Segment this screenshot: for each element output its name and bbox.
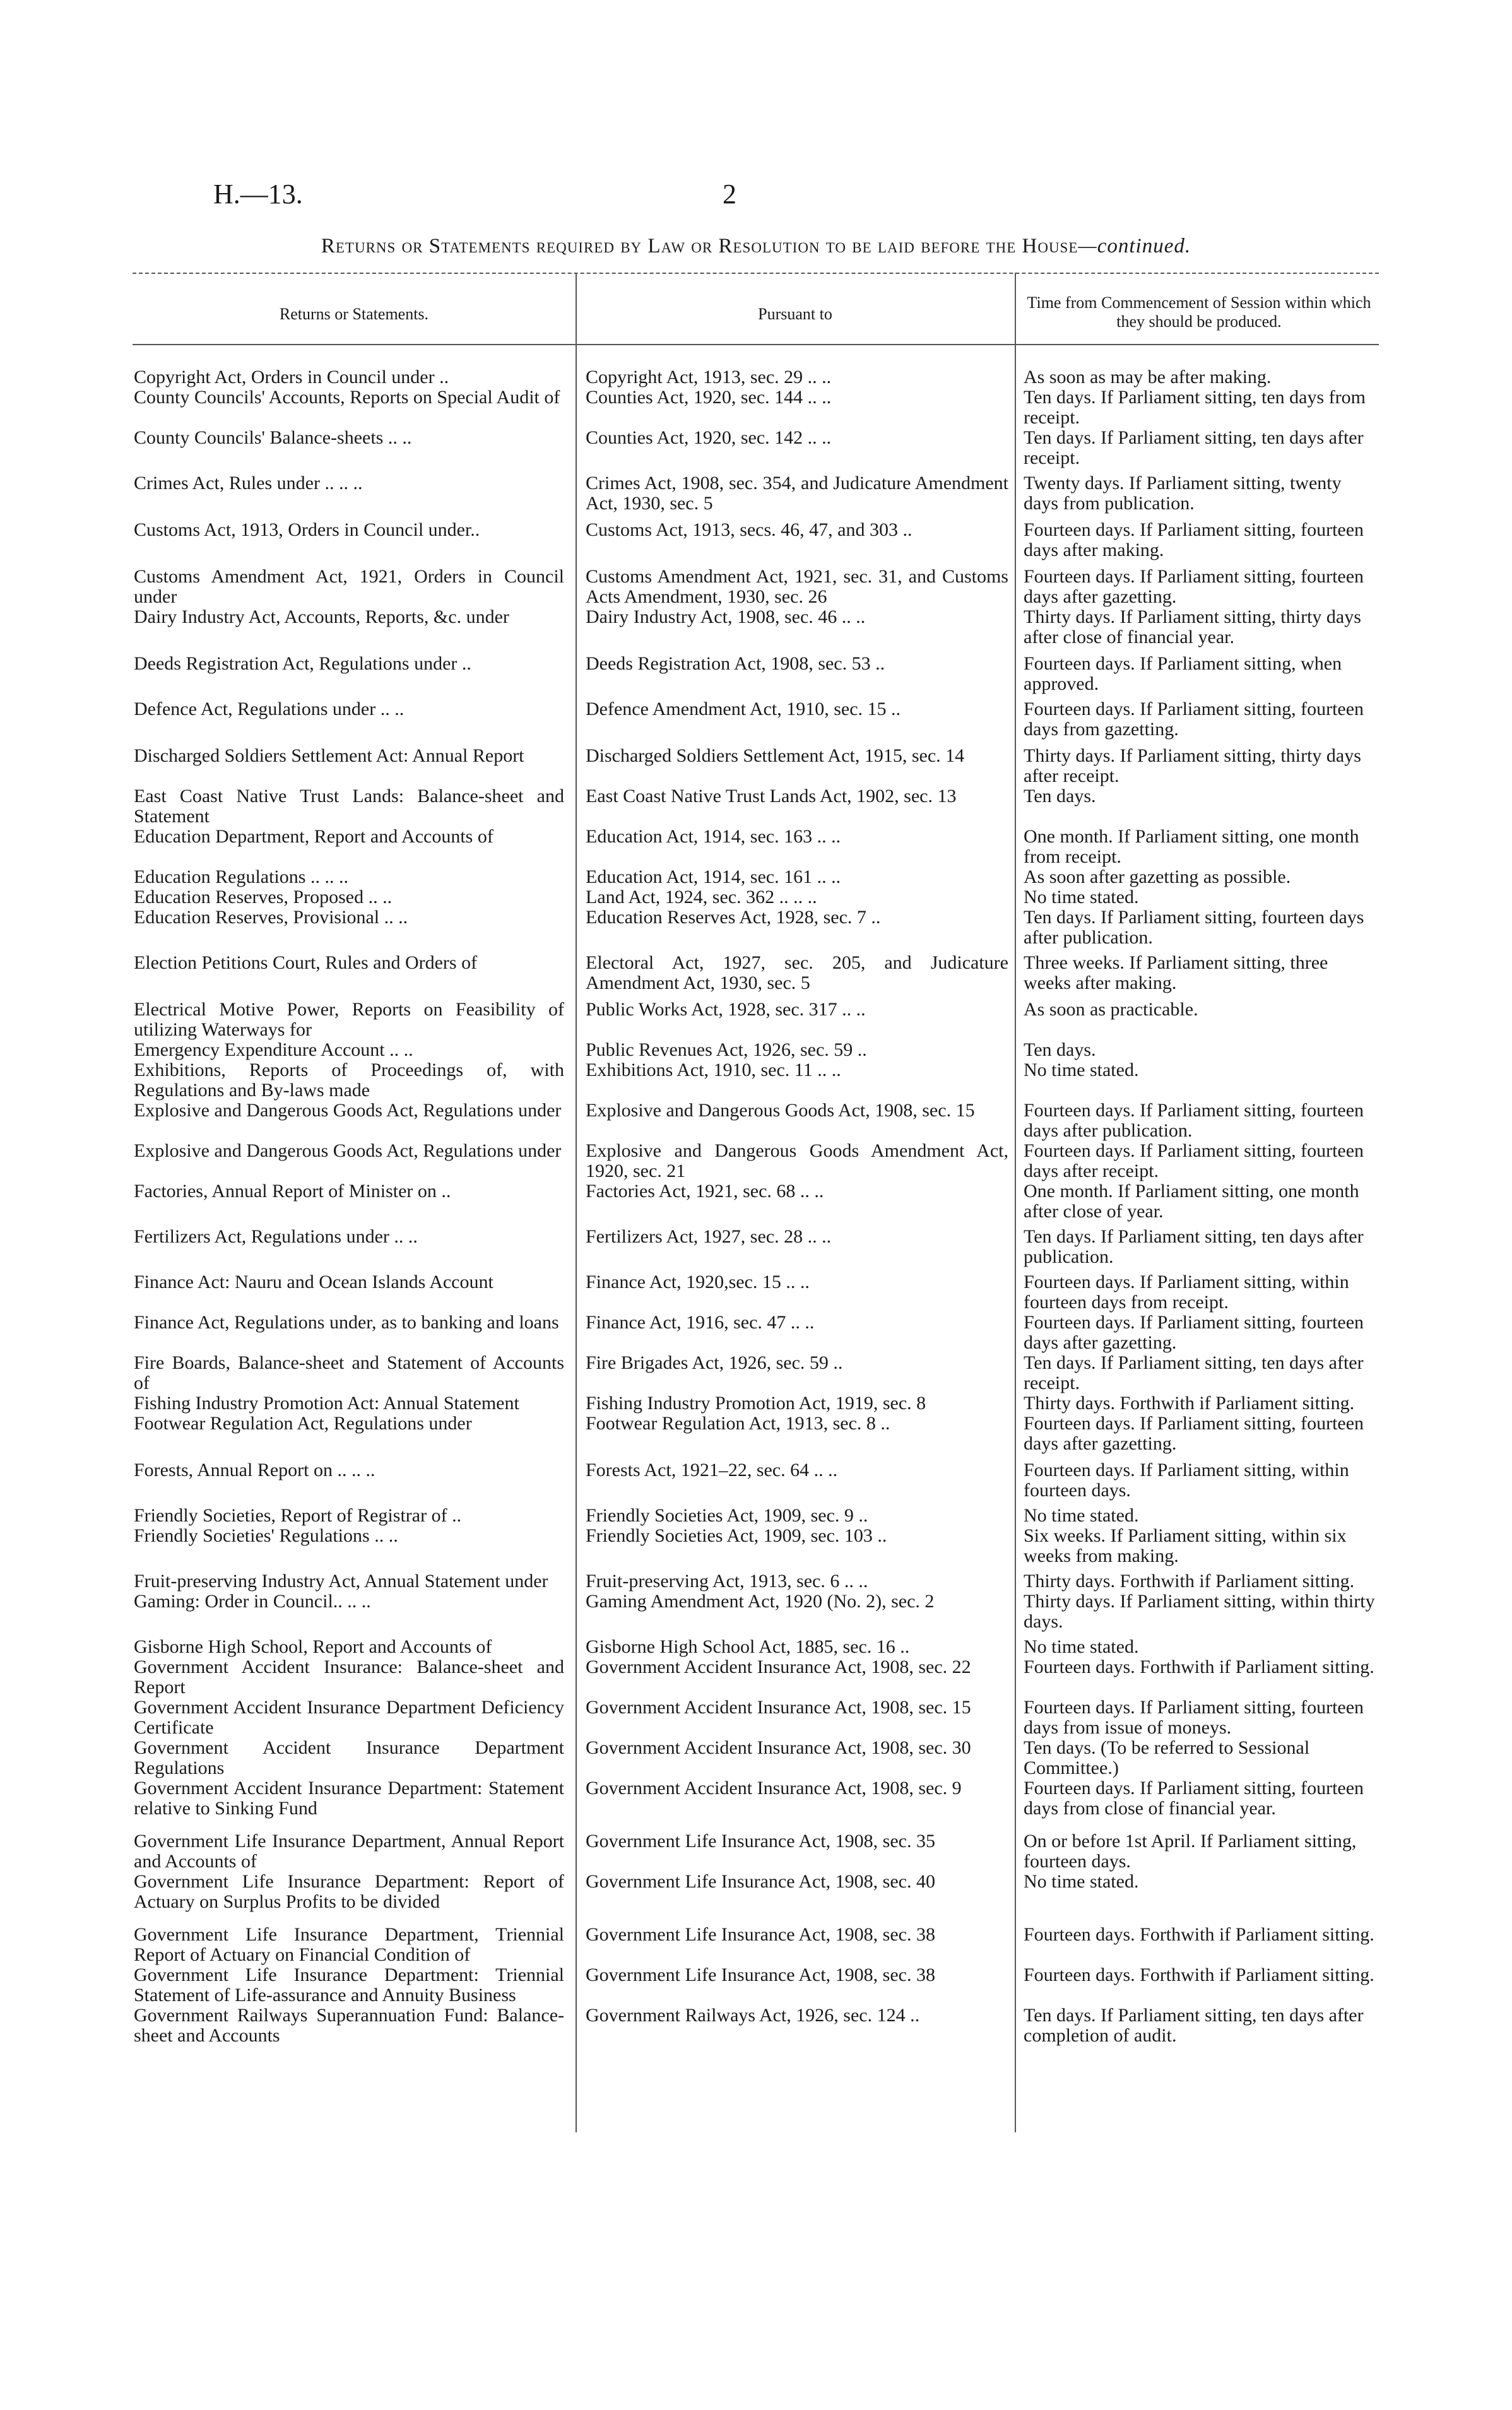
pursuant-cell: Government Accident Insurance Act, 1908, sec. 15: [586, 1697, 971, 1718]
time-cell: Fourteen days. If Parliament sitting, within fourteen days.: [1024, 1460, 1349, 1501]
pursuant-cell: Fire Brigades Act, 1926, sec. 59 ..: [586, 1352, 843, 1373]
returns-cell: Emergency Expenditure Account .. ..: [134, 1039, 413, 1060]
returns-cell: Defence Act, Regulations under .. ..: [134, 699, 405, 719]
time-cell: Ten days.: [1024, 786, 1096, 806]
returns-cell: Fire Boards, Balance-sheet and Statement of Accounts of: [134, 1352, 564, 1393]
returns-cell: Government Life Insurance Department, Triennial Report of Actuary on Financial Condition of: [134, 1924, 564, 1965]
pursuant-cell: Explosive and Dangerous Goods Act, 1908, sec. 15: [586, 1100, 975, 1121]
returns-cell: Exhibitions, Reports of Proceedings of, with Regulations and By-laws made: [134, 1060, 564, 1101]
pursuant-cell: Counties Act, 1920, sec. 142 .. ..: [586, 427, 832, 448]
time-cell: Three weeks. If Parliament sitting, three weeks after making.: [1024, 952, 1328, 993]
time-cell: Fourteen days. If Parliament sitting, fourteen days from close of financial year.: [1024, 1778, 1364, 1819]
table-row: [133, 827, 1379, 867]
table-row: [133, 2005, 1379, 2046]
returns-cell: Government Accident Insurance Department Deficiency Certificate: [134, 1697, 564, 1738]
returns-cell: County Councils' Balance-sheets .. ..: [134, 427, 412, 448]
table-row: [133, 1414, 1379, 1454]
pursuant-cell: Deeds Registration Act, 1908, sec. 53 ..: [586, 653, 885, 674]
table-row: [133, 1460, 1379, 1501]
table-row: [133, 1000, 1379, 1040]
table-row: [133, 1925, 1379, 1965]
time-cell: No time stated.: [1024, 1060, 1139, 1080]
title-continued: —continued.: [1078, 235, 1191, 257]
returns-cell: Fishing Industry Promotion Act: Annual Statement: [134, 1393, 519, 1414]
time-cell: Ten days. If Parliament sitting, ten days after completion of audit.: [1024, 2005, 1364, 2046]
table-row: [133, 1181, 1379, 1222]
returns-cell: Crimes Act, Rules under .. .. ..: [134, 473, 363, 493]
table-row: [133, 567, 1379, 607]
returns-cell: Government Accident Insurance Department Regulations: [134, 1737, 564, 1778]
time-cell: Ten days. If Parliament sitting, fourteen days after publication.: [1024, 907, 1364, 948]
returns-cell: Government Life Insurance Department: Triennial Statement of Life-assurance and Annuity Business: [134, 1964, 564, 2005]
pursuant-cell: Government Railways Act, 1926, sec. 124 ..: [586, 2005, 920, 2026]
table-row: [133, 1526, 1379, 1566]
returns-cell: Friendly Societies' Regulations .. ..: [134, 1525, 398, 1546]
table-row: [133, 473, 1379, 514]
pursuant-cell: Copyright Act, 1913, sec. 29 .. ..: [586, 367, 832, 387]
time-cell: One month. If Parliament sitting, one month after close of year.: [1024, 1181, 1359, 1222]
pursuant-cell: Education Act, 1914, sec. 161 .. ..: [586, 866, 841, 887]
table-row: [133, 1778, 1379, 1819]
table-row: [133, 699, 1379, 740]
table-row: [133, 887, 1379, 907]
time-cell: Ten days. If Parliament sitting, ten days after receipt.: [1024, 1352, 1364, 1393]
returns-cell: Friendly Societies, Report of Registrar of ..: [134, 1505, 462, 1526]
pursuant-cell: Public Revenues Act, 1926, sec. 59 ..: [586, 1039, 867, 1060]
time-cell: Fourteen days. If Parliament sitting, fourteen days after gazetting.: [1024, 566, 1364, 607]
time-cell: Ten days.: [1024, 1039, 1096, 1060]
returns-cell: Electrical Motive Power, Reports on Feasibility of utilizing Waterways for: [134, 999, 564, 1040]
pursuant-cell: Electoral Act, 1927, sec. 205, and Judicature Amendment Act, 1930, sec. 5: [586, 952, 1008, 993]
time-cell: No time stated.: [1024, 1871, 1139, 1892]
returns-cell: Customs Amendment Act, 1921, Orders in Council under: [134, 566, 564, 607]
table-row: [133, 1141, 1379, 1181]
returns-cell: Education Reserves, Provisional .. ..: [134, 907, 408, 928]
returns-cell: Footwear Regulation Act, Regulations under: [134, 1413, 472, 1434]
time-cell: Fourteen days. If Parliament sitting, fourteen days after publication.: [1024, 1100, 1364, 1141]
returns-cell: Deeds Registration Act, Regulations under ..: [134, 653, 471, 674]
pursuant-cell: Dairy Industry Act, 1908, sec. 46 .. ..: [586, 606, 866, 627]
pursuant-cell: Government Life Insurance Act, 1908, sec. 35: [586, 1831, 935, 1852]
top-rule: [133, 273, 1379, 274]
time-cell: Fourteen days. If Parliament sitting, fourteen days after receipt.: [1024, 1140, 1364, 1181]
returns-cell: Education Department, Report and Accounts of: [134, 826, 493, 847]
returns-cell: Dairy Industry Act, Accounts, Reports, &c. under: [134, 606, 509, 627]
column-header-time: Time from Commencement of Session within which they should be produced.: [1027, 293, 1371, 331]
pursuant-cell: Explosive and Dangerous Goods Amendment Act, 1920, sec. 21: [586, 1140, 1008, 1181]
table-row: [133, 1040, 1379, 1060]
pursuant-cell: Exhibitions Act, 1910, sec. 11 .. ..: [586, 1060, 841, 1080]
table-row: [133, 428, 1379, 468]
returns-cell: County Councils' Accounts, Reports on Special Audit of: [134, 387, 560, 408]
pursuant-cell: Factories Act, 1921, sec. 68 .. ..: [586, 1181, 824, 1202]
pursuant-cell: Friendly Societies Act, 1909, sec. 9 ..: [586, 1505, 868, 1526]
pursuant-cell: Fruit-preserving Act, 1913, sec. 6 .. ..: [586, 1571, 868, 1592]
returns-cell: Factories, Annual Report of Minister on ..: [134, 1181, 451, 1202]
returns-cell: Gaming: Order in Council.. .. ..: [134, 1591, 371, 1612]
header-rule: [133, 344, 1379, 345]
table-row: [133, 1272, 1379, 1313]
time-cell: As soon as may be after making.: [1024, 367, 1272, 387]
table-row: [133, 1637, 1379, 1657]
table-row: [133, 1353, 1379, 1393]
returns-cell: Government Accident Insurance: Balance-sheet and Report: [134, 1657, 564, 1698]
table-row: [133, 953, 1379, 993]
pursuant-cell: Finance Act, 1916, sec. 47 .. ..: [586, 1312, 815, 1333]
page-number: 2: [723, 179, 736, 210]
returns-cell: Copyright Act, Orders in Council under ..: [134, 367, 449, 387]
table-row: [133, 1592, 1379, 1632]
time-cell: Thirty days. Forthwith if Parliament sitting.: [1024, 1571, 1355, 1592]
table-row: [133, 654, 1379, 694]
pursuant-cell: Fertilizers Act, 1927, sec. 28 .. ..: [586, 1226, 832, 1247]
time-cell: As soon after gazetting as possible.: [1024, 866, 1291, 887]
returns-cell: Fertilizers Act, Regulations under .. ..: [134, 1226, 418, 1247]
time-cell: Ten days. (To be referred to Sessional Committee.): [1024, 1737, 1310, 1778]
pursuant-cell: Education Act, 1914, sec. 163 .. ..: [586, 826, 841, 847]
time-cell: Thirty days. If Parliament sitting, thirty days after close of financial year.: [1024, 606, 1361, 647]
pursuant-cell: Footwear Regulation Act, 1913, sec. 8 ..: [586, 1413, 890, 1434]
time-cell: Fourteen days. If Parliament sitting, fourteen days from issue of moneys.: [1024, 1697, 1364, 1738]
time-cell: As soon as practicable.: [1024, 999, 1198, 1020]
pursuant-cell: Forests Act, 1921–22, sec. 64 .. ..: [586, 1460, 838, 1480]
time-cell: Fourteen days. If Parliament sitting, fourteen days after making.: [1024, 519, 1364, 560]
pursuant-cell: Government Accident Insurance Act, 1908, sec. 9: [586, 1778, 962, 1799]
returns-cell: Education Regulations .. .. ..: [134, 866, 348, 887]
table-row: [133, 607, 1379, 647]
pursuant-cell: Public Works Act, 1928, sec. 317 .. ..: [586, 999, 866, 1020]
table-row: [133, 1872, 1379, 1912]
time-cell: Fourteen days. Forthwith if Parliament sitting.: [1024, 1964, 1374, 1985]
time-cell: One month. If Parliament sitting, one month from receipt.: [1024, 826, 1359, 867]
table-row: [133, 1571, 1379, 1592]
time-cell: Ten days. If Parliament sitting, ten days after receipt.: [1024, 427, 1364, 468]
returns-cell: Forests, Annual Report on .. .. ..: [134, 1460, 375, 1480]
returns-cell: Finance Act: Nauru and Ocean Islands Account: [134, 1272, 493, 1292]
returns-cell: Government Life Insurance Department, Annual Report and Accounts of: [134, 1831, 564, 1872]
returns-cell: Government Accident Insurance Department: Statement relative to Sinking Fund: [134, 1778, 564, 1819]
pursuant-cell: Customs Act, 1913, secs. 46, 47, and 303 ..: [586, 519, 913, 540]
returns-cell: Gisborne High School, Report and Accounts of: [134, 1636, 492, 1657]
returns-cell: East Coast Native Trust Lands: Balance-sheet and Statement: [134, 786, 564, 827]
time-cell: Fourteen days. If Parliament sitting, fourteen days after gazetting.: [1024, 1413, 1364, 1454]
pursuant-cell: Finance Act, 1920,sec. 15 .. ..: [586, 1272, 810, 1292]
time-cell: On or before 1st April. If Parliament sitting, fourteen days.: [1024, 1831, 1357, 1872]
pursuant-cell: Gaming Amendment Act, 1920 (No. 2), sec. 2: [586, 1591, 935, 1612]
time-cell: Ten days. If Parliament sitting, ten days after publication.: [1024, 1226, 1364, 1267]
pursuant-cell: Crimes Act, 1908, sec. 354, and Judicature Amendment Act, 1930, sec. 5: [586, 473, 1008, 514]
pursuant-cell: Government Life Insurance Act, 1908, sec. 38: [586, 1964, 935, 1985]
returns-cell: Education Reserves, Proposed .. ..: [134, 887, 393, 907]
page-title: [0, 235, 1512, 258]
pursuant-cell: Government Life Insurance Act, 1908, sec. 40: [586, 1871, 935, 1892]
table-row: [133, 1738, 1379, 1778]
time-cell: Fourteen days. If Parliament sitting, fourteen days after gazetting.: [1024, 1312, 1364, 1353]
table-row: [133, 1657, 1379, 1698]
time-cell: Fourteen days. Forthwith if Parliament sitting.: [1024, 1657, 1374, 1677]
pursuant-cell: Gisborne High School Act, 1885, sec. 16 ..: [586, 1636, 910, 1657]
table-row: [133, 1831, 1379, 1872]
table-row: [133, 520, 1379, 560]
table-row: [133, 1506, 1379, 1526]
column-header-pursuant: Pursuant to: [758, 305, 832, 323]
title-text: Returns or Statements required by Law or Resolution to be laid before the House: [321, 235, 1078, 257]
table-row: [133, 867, 1379, 887]
time-cell: Thirty days. If Parliament sitting, within thirty days.: [1024, 1591, 1375, 1632]
table-row: [133, 1965, 1379, 2005]
returns-cell: Government Railways Superannuation Fund: Balance-sheet and Accounts: [134, 2005, 564, 2046]
pursuant-cell: Customs Amendment Act, 1921, sec. 31, and Customs Acts Amendment, 1930, sec. 26: [586, 566, 1008, 607]
returns-cell: Government Life Insurance Department: Report of Actuary on Surplus Profits to be divided: [134, 1871, 564, 1912]
time-cell: Thirty days. If Parliament sitting, thirty days after receipt.: [1024, 745, 1361, 786]
table-row: [133, 1698, 1379, 1738]
pursuant-cell: Fishing Industry Promotion Act, 1919, sec. 8: [586, 1393, 926, 1414]
pursuant-cell: East Coast Native Trust Lands Act, 1902, sec. 13: [586, 786, 957, 806]
table-row: [133, 1313, 1379, 1353]
time-cell: Twenty days. If Parliament sitting, twenty days from publication.: [1024, 473, 1342, 514]
time-cell: No time stated.: [1024, 1636, 1139, 1657]
page-reference: H.—13.: [213, 179, 303, 210]
time-cell: Fourteen days. If Parliament sitting, fourteen days from gazetting.: [1024, 699, 1364, 740]
returns-cell: Explosive and Dangerous Goods Act, Regulations under: [134, 1140, 562, 1161]
pursuant-cell: Government Accident Insurance Act, 1908, sec. 22: [586, 1657, 971, 1677]
table-row: [133, 746, 1379, 786]
returns-cell: Explosive and Dangerous Goods Act, Regulations under: [134, 1100, 562, 1121]
pursuant-cell: Friendly Societies Act, 1909, sec. 103 ..: [586, 1525, 887, 1546]
table-row: [133, 387, 1379, 428]
returns-cell: Finance Act, Regulations under, as to banking and loans: [134, 1312, 559, 1333]
time-cell: Fourteen days. If Parliament sitting, within fourteen days from receipt.: [1024, 1272, 1349, 1313]
table-row: [133, 367, 1379, 387]
returns-cell: Election Petitions Court, Rules and Orders of: [134, 952, 478, 973]
table-row: [133, 1393, 1379, 1414]
pursuant-cell: Discharged Soldiers Settlement Act, 1915, sec. 14: [586, 745, 965, 766]
table-row: [133, 1060, 1379, 1101]
returns-table: [133, 367, 1379, 2046]
time-cell: Fourteen days. Forthwith if Parliament sitting.: [1024, 1924, 1374, 1945]
pursuant-cell: Government Accident Insurance Act, 1908, sec. 30: [586, 1737, 971, 1758]
pursuant-cell: Counties Act, 1920, sec. 144 .. ..: [586, 387, 832, 408]
time-cell: Fourteen days. If Parliament sitting, when approved.: [1024, 653, 1342, 694]
column-header-returns: Returns or Statements.: [279, 305, 429, 323]
returns-cell: Fruit-preserving Industry Act, Annual Statement under: [134, 1571, 548, 1592]
time-cell: No time stated.: [1024, 887, 1139, 907]
time-cell: Thirty days. Forthwith if Parliament sitting.: [1024, 1393, 1355, 1414]
table-row: [133, 907, 1379, 948]
pursuant-cell: Education Reserves Act, 1928, sec. 7 ..: [586, 907, 881, 928]
time-cell: Six weeks. If Parliament sitting, within six weeks from making.: [1024, 1525, 1347, 1566]
table-row: [133, 1101, 1379, 1141]
returns-cell: Discharged Soldiers Settlement Act: Annual Report: [134, 745, 524, 766]
pursuant-cell: Land Act, 1924, sec. 362 .. .. ..: [586, 887, 817, 907]
pursuant-cell: Government Life Insurance Act, 1908, sec. 38: [586, 1924, 935, 1945]
time-cell: No time stated.: [1024, 1505, 1139, 1526]
table-row: [133, 786, 1379, 827]
pursuant-cell: Defence Amendment Act, 1910, sec. 15 ..: [586, 699, 901, 719]
time-cell: Ten days. If Parliament sitting, ten days from receipt.: [1024, 387, 1366, 428]
table-row: [133, 1227, 1379, 1267]
returns-cell: Customs Act, 1913, Orders in Council under..: [134, 519, 480, 540]
